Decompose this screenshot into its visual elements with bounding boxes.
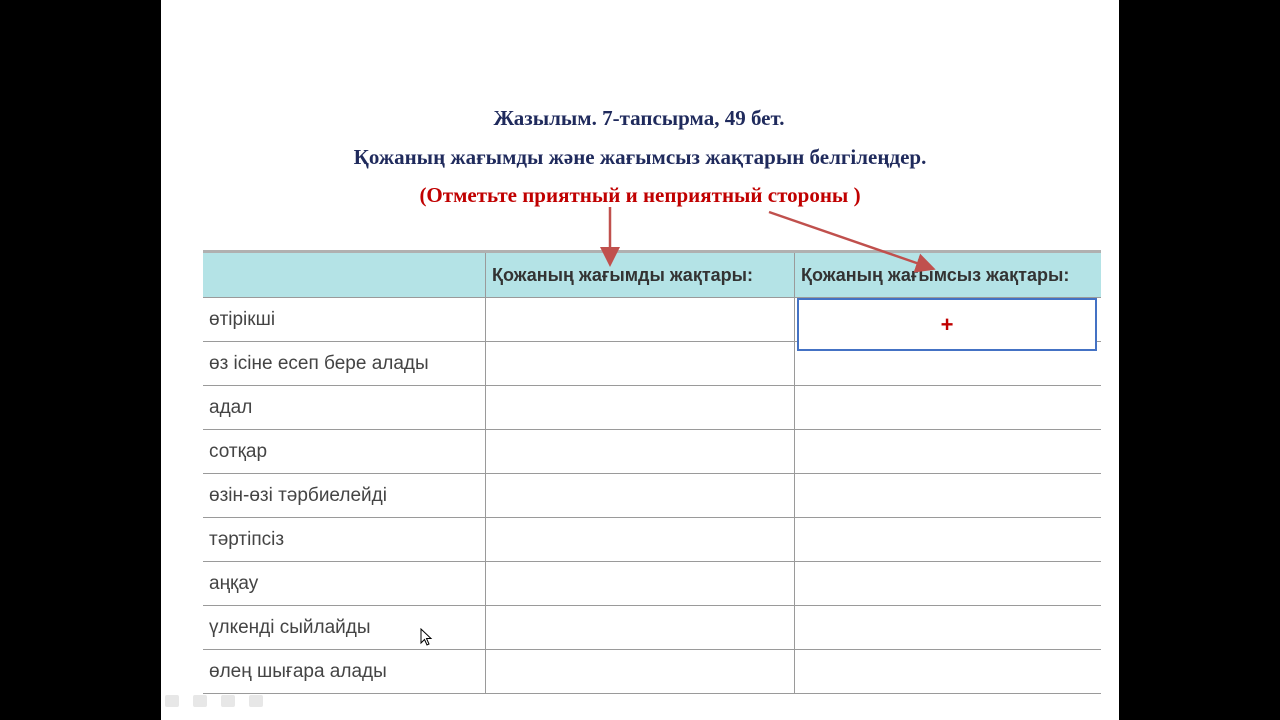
positive-cell[interactable] <box>486 650 795 694</box>
negative-cell[interactable] <box>795 650 1102 694</box>
task-translation: (Отметьте приятный и неприятный стороны ) <box>419 183 861 207</box>
next-slide-icon[interactable] <box>249 695 263 707</box>
negative-cell[interactable] <box>795 386 1102 430</box>
positive-cell[interactable] <box>486 386 795 430</box>
positive-cell[interactable] <box>486 342 795 386</box>
negative-cell[interactable] <box>795 518 1102 562</box>
header-positive: Қожаның жағымды жақтары: <box>486 252 795 298</box>
slide <box>161 0 1119 720</box>
table-row <box>203 606 1101 650</box>
trait-cell: өлең шығара алады <box>203 650 486 694</box>
positive-cell[interactable] <box>486 298 795 342</box>
trait-cell: өзін-өзі тәрбиелейді <box>203 474 486 518</box>
pointer-arrows <box>161 0 1119 300</box>
positive-cell[interactable] <box>486 562 795 606</box>
trait-cell: өз ісіне есеп бере алады <box>203 342 486 386</box>
trait-cell: тәртіпсіз <box>203 518 486 562</box>
positive-cell[interactable] <box>486 606 795 650</box>
table-row <box>203 430 1101 474</box>
slideshow-nav <box>165 694 295 714</box>
positive-cell[interactable] <box>486 518 795 562</box>
negative-cell[interactable] <box>795 474 1102 518</box>
trait-cell: сотқар <box>203 430 486 474</box>
answer-text-box[interactable]: + <box>797 298 1097 351</box>
trait-cell: аңқау <box>203 562 486 606</box>
table-row <box>203 518 1101 562</box>
table-row <box>203 562 1101 606</box>
trait-cell: өтірікші <box>203 298 486 342</box>
prev-slide-icon[interactable] <box>165 695 179 707</box>
pen-icon[interactable] <box>193 695 207 707</box>
negative-cell[interactable] <box>795 562 1102 606</box>
negative-cell[interactable] <box>795 430 1102 474</box>
task-instruction: Қожаның жағымды және жағымсыз жақтарын белгілеңдер. <box>353 145 927 169</box>
slide-title: Жазылым. 7-тапсырма, 49 бет. <box>493 106 785 130</box>
arrow-to-negative <box>769 212 931 268</box>
negative-cell[interactable] <box>795 606 1102 650</box>
trait-cell: үлкенді сыйлайды <box>203 606 486 650</box>
table-row <box>203 474 1101 518</box>
positive-cell[interactable] <box>486 474 795 518</box>
header-negative: Қожаның жағымсыз жақтары: <box>795 252 1102 298</box>
table-row <box>203 650 1101 694</box>
trait-cell: адал <box>203 386 486 430</box>
table-row <box>203 386 1101 430</box>
menu-icon[interactable] <box>221 695 235 707</box>
positive-cell[interactable] <box>486 430 795 474</box>
mouse-pointer-icon <box>420 628 434 648</box>
